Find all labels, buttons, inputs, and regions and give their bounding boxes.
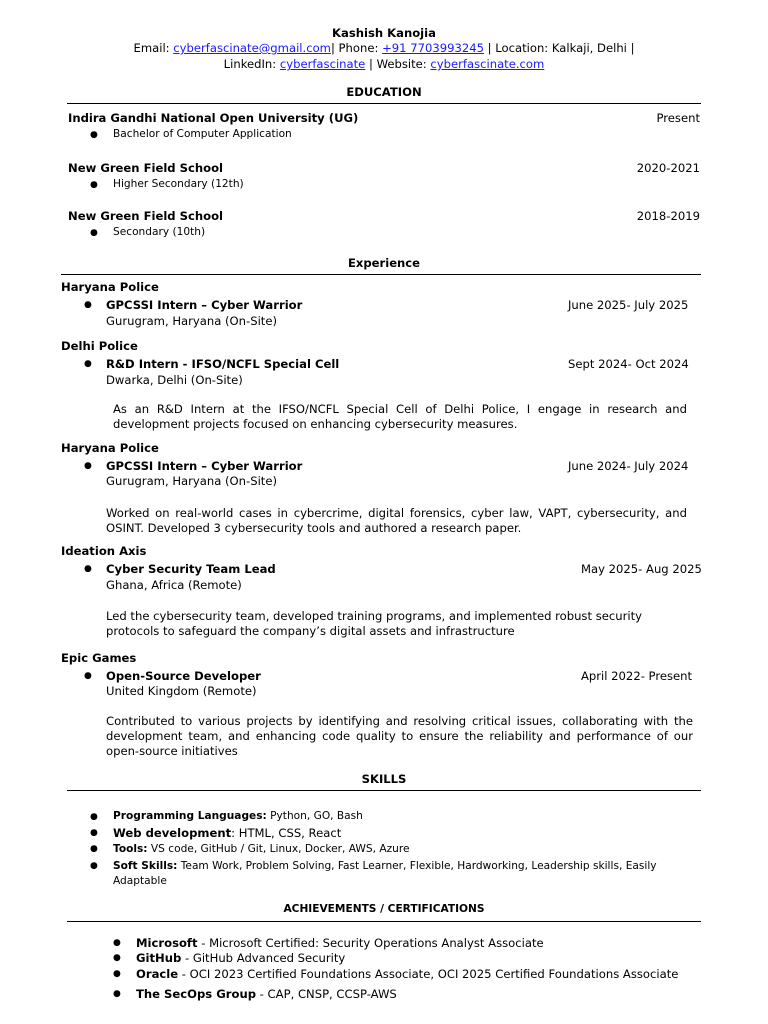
exp-date-3: June 2024- July 2024 [568, 459, 689, 473]
website-link[interactable]: cyberfascinate.com [430, 57, 545, 71]
bullet-icon: ● [90, 228, 98, 238]
exp-role-3: GPCSSI Intern – Cyber Warrior [106, 459, 303, 473]
exp-org-2: Delhi Police [61, 339, 138, 353]
phone-label: | Phone: [330, 41, 383, 55]
achievement-label: Microsoft [136, 936, 198, 950]
exp-description-5: Contributed to various projects by identifying and resolving critical issues, collaborating with the development team, and enhancing code quality to ensure the reliability and performance of our open-source initiatives [106, 714, 693, 758]
skill-label: Soft Skills: [113, 860, 178, 872]
skill-item-1 [113, 810, 363, 822]
bullet-icon: ● [84, 671, 92, 681]
exp-role-2: R&D Intern - IFSO/NCFL Special Cell [106, 357, 340, 371]
experience-heading: Experience [347, 256, 421, 270]
exp-description-3: Worked on real-world cases in cybercrime, digital forensics, cyber law, VAPT, cybersecurity, and OSINT. Developed 3 cybersecurity tools and authored a research paper. [106, 506, 687, 535]
skill-item-2 [113, 826, 341, 840]
exp-location-3: Gurugram, Haryana (On-Site) [106, 474, 277, 488]
bullet-icon: ● [113, 989, 121, 999]
achievement-item-2 [136, 951, 345, 965]
skill-value: VS code, GitHub / Git, Linux, Docker, AWS, Azure [147, 843, 410, 855]
achievement-value: - OCI 2023 Certified Foundations Associate, OCI 2025 Certified Foundations Associate [178, 967, 679, 981]
exp-description-2: As an R&D Intern at the IFSO/NCFL Special Cell of Delhi Police, I engage in research and development projects focused on enhancing cybersecurity measures. [113, 402, 687, 431]
achievement-value: - Microsoft Certified: Security Operations Analyst Associate [197, 936, 544, 950]
achievements-heading: ACHIEVEMENTS / CERTIFICATIONS [283, 903, 485, 915]
skill-label: Tools: [113, 843, 148, 855]
achievement-label: Oracle [136, 967, 179, 981]
skill-label: Web development [113, 826, 232, 840]
location-text: | Location: Kalkaji, Delhi | [483, 41, 635, 55]
exp-date-5: April 2022- Present [581, 669, 693, 683]
skill-label: Programming Languages: [113, 810, 267, 822]
edu-school-2: New Green Field School [68, 161, 224, 175]
exp-location-4: Ghana, Africa (Remote) [106, 578, 242, 592]
education-heading: EDUCATION [346, 85, 422, 99]
bullet-icon: ● [113, 938, 121, 948]
bullet-icon: ● [90, 180, 98, 190]
skill-item-3 [113, 843, 409, 855]
resume-name: Kashish Kanojia [332, 26, 436, 40]
bullet-icon: ● [90, 812, 98, 822]
achievements-divider [67, 921, 701, 922]
achievement-item-4 [136, 987, 397, 1001]
bullet-icon: ● [84, 461, 92, 471]
email-link[interactable]: cyberfascinate@gmail.com [173, 41, 331, 55]
bullet-icon: ● [90, 861, 98, 871]
education-divider [67, 103, 701, 104]
achievement-item-3 [136, 967, 678, 981]
edu-date-2: 2020-2021 [636, 161, 700, 175]
skill-value: : HTML, CSS, React [231, 826, 342, 840]
skill-value: Python, GO, Bash [266, 810, 363, 822]
exp-role-4: Cyber Security Team Lead [106, 562, 276, 576]
exp-date-4: May 2025- Aug 2025 [581, 562, 702, 576]
exp-org-3: Haryana Police [61, 441, 159, 455]
email-label: Email: [133, 41, 174, 55]
contact-line-2 [0, 57, 768, 71]
bullet-icon: ● [84, 359, 92, 369]
exp-location-1: Gurugram, Haryana (On-Site) [106, 314, 277, 328]
achievement-label: The SecOps Group [136, 987, 256, 1001]
skills-heading: SKILLS [361, 772, 407, 786]
edu-school-3: New Green Field School [68, 209, 224, 223]
edu-detail-3: Secondary (10th) [113, 226, 206, 238]
bullet-icon: ● [84, 564, 92, 574]
bullet-icon: ● [90, 844, 98, 854]
experience-divider [61, 274, 701, 275]
exp-location-2: Dwarka, Delhi (On-Site) [106, 373, 243, 387]
achievement-value: - CAP, CNSP, CCSP-AWS [256, 987, 397, 1001]
phone-link[interactable]: +91 7703993245 [382, 41, 484, 55]
exp-date-1: June 2025- July 2025 [568, 298, 689, 312]
achievement-label: GitHub [136, 951, 182, 965]
exp-org-5: Epic Games [61, 651, 137, 665]
skills-divider [67, 790, 701, 791]
exp-org-4: Ideation Axis [61, 544, 147, 558]
exp-org-1: Haryana Police [61, 280, 159, 294]
edu-detail-1: Bachelor of Computer Application [113, 128, 292, 140]
bullet-icon: ● [113, 953, 121, 963]
edu-date-1: Present [656, 111, 700, 125]
bullet-icon: ● [90, 130, 98, 140]
achievement-item-1 [136, 936, 544, 950]
edu-detail-2: Higher Secondary (12th) [113, 178, 244, 190]
linkedin-link[interactable]: cyberfascinate [279, 57, 366, 71]
website-label: | Website: [365, 57, 431, 71]
exp-date-2: Sept 2024- Oct 2024 [568, 357, 689, 371]
bullet-icon: ● [84, 300, 92, 310]
achievement-value: - GitHub Advanced Security [181, 951, 346, 965]
exp-role-5: Open-Source Developer [106, 669, 261, 683]
exp-location-5: United Kingdom (Remote) [106, 684, 257, 698]
bullet-icon: ● [90, 828, 98, 838]
exp-description-4: Led the cybersecurity team, developed training programs, and implemented robust security protocols to safeguard the company’s digital assets and infrastructure [106, 609, 642, 638]
bullet-icon: ● [113, 969, 121, 979]
skill-value: Team Work, Problem Solving, Fast Learner, Flexible, Hardworking, Leadership skills, Easily Adaptable [113, 860, 657, 887]
contact-line-1 [0, 41, 768, 55]
skill-item-4 [113, 859, 678, 889]
edu-date-3: 2018-2019 [636, 209, 700, 223]
linkedin-label: LinkedIn: [223, 57, 280, 71]
exp-role-1: GPCSSI Intern – Cyber Warrior [106, 298, 303, 312]
edu-school-1: Indira Gandhi National Open University (UG) [68, 111, 359, 125]
